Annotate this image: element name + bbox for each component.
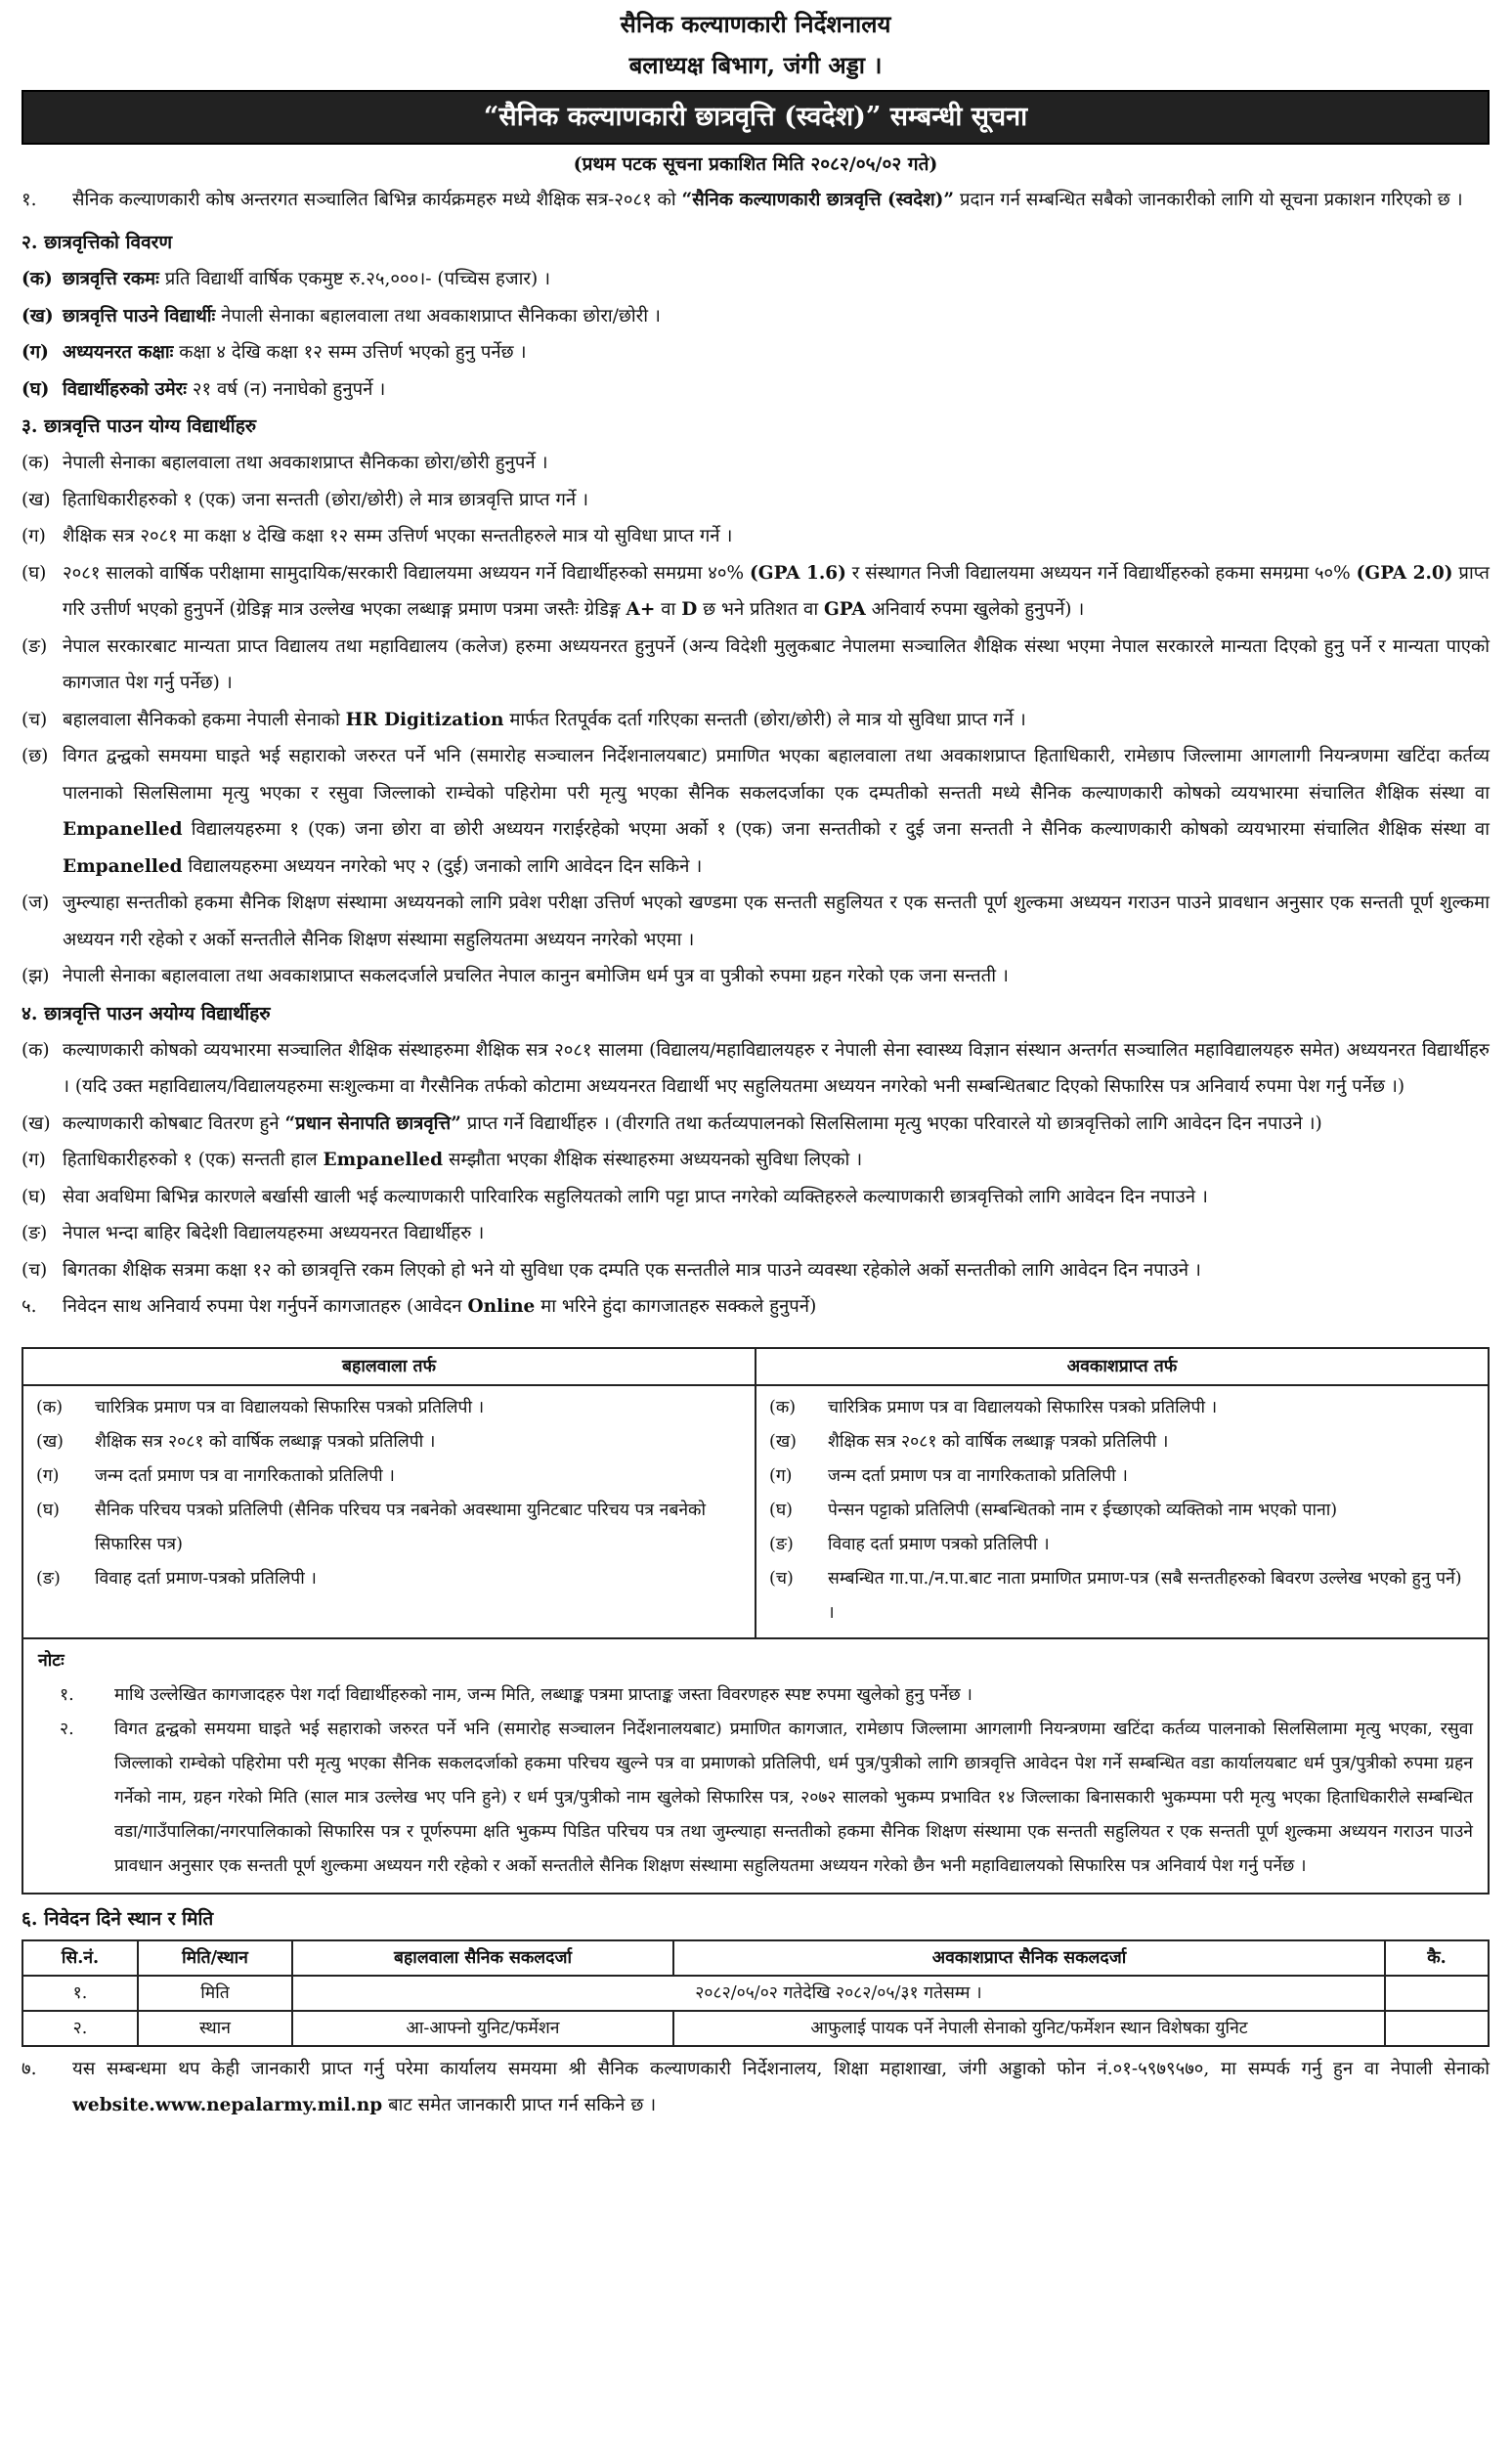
notes-block — [24, 1640, 1487, 1892]
section-3-title: ३. छात्रवृत्ति पाउन योग्य विद्यार्थीहरु — [22, 415, 257, 437]
list-item: (ङ) विवाह दर्ता प्रमाण पत्रको प्रतिलिपी । — [769, 1534, 1050, 1554]
s4-item-nga: (ङ) नेपाल भन्दा बाहिर बिदेशी विद्यालयहरुमा अध्ययनरत विद्यार्थीहरु । — [22, 1223, 485, 1243]
department-name: बलाध्यक्ष बिभाग, जंगी अड्डा । — [628, 51, 883, 79]
list-item: (च) सम्बन्धित गा.पा./न.पा.बाट नाता प्रमाणित प्रमाण-पत्र (सबै सन्ततीहरुको बिवरण उल्लेख भएको हुनु पर्ने) । — [769, 1568, 1462, 1623]
s2-item-gha: (घ) विद्यार्थीहरुको उमेरः २१ वर्ष (न) ननाघेको हुनुपर्ने । — [22, 378, 386, 400]
table-header: मिति/स्थान — [138, 1940, 292, 1976]
note-item: १. माथि उल्लेखित कागजादहरु पेश गर्दा विद्यार्थीहरुको नाम, जन्म मिति, लब्धाङ्क पत्रमा प्राप्ताङ्क जस्ता विवरणहरु स्पष्ट रुपमा खुलेको हुनु पर्नेछ । — [60, 1684, 972, 1705]
section-6-title: ६. निवेदन दिने स्थान र मिति — [22, 1907, 214, 1930]
s3-item-jha: (झ) नेपाली सेनाका बहालवाला तथा अवकाशप्राप्त सकलदर्जाले प्रचलित नेपाल कानुन बमोजिम धर्म पुत्र वा पुत्रीको रुपमा ग्रहन गरेको एक जना सन्तती । — [22, 966, 1009, 986]
office-name: सैनिक कल्याणकारी निर्देशनालय — [620, 10, 891, 38]
retired-column-header: अवकाशप्राप्त तर्फ — [756, 1348, 1489, 1385]
s3-item-ga: (ग) शैक्षिक सत्र २०८१ मा कक्षा ४ देखि कक्षा १२ सम्म उत्तिर्ण भएका सन्ततीहरुले मात्र यो सुविधा प्राप्त गर्ने । — [22, 526, 733, 546]
publication-date: (प्रथम पटक सूचना प्रकाशित मिति २०८२/०५/०२ गते) — [573, 153, 938, 175]
s3-item-ja: (ज) जुम्ल्याहा सन्ततीको हकमा सैनिक शिक्षण संस्थामा अध्ययनको लागि प्रवेश परीक्षा उत्तिर्ण भएको खण्डमा एक सन्तती सहुलियत र एक सन्तती पूर्ण शुल्कमा अध्ययन गराउन पाउने प्रावधान अनुसार एक सन्तती पूर्ण शुल्कमा अध्ययन गरी रहेको र अर्को सन्ततीले सैनिक शिक्षण संस्थामा सहुलियतमा अध्ययन नगरेको भएमा । — [22, 893, 1490, 950]
serving-column-header: बहालवाला तर्फ — [22, 1348, 756, 1385]
s4-item-kha: (ख) कल्याणकारी कोषबाट वितरण हुने “प्रधान सेनापति छात्रवृत्ति” प्राप्त गर्ने विद्यार्थीहरु । (वीरगति तथा कर्तव्यपालनको सिलसिलामा मृत्यु भएका परिवारले यो छात्रवृत्तिको लागि आवेदन दिन नपाउने ।) — [22, 1112, 1322, 1134]
list-item: (घ) सैनिक परिचय पत्रको प्रतिलिपी (सैनिक परिचय पत्र नबनेको अवस्थामा युनिटबाट परिचय पत्र नबनेको सिफारिस पत्र) — [36, 1500, 707, 1554]
list-item: (ग) जन्म दर्ता प्रमाण पत्र वा नागरिकताको प्रतिलिपी । — [36, 1465, 395, 1486]
s4-item-gha: (घ) सेवा अवधिमा बिभिन्न कारणले बर्खासी खाली भई कल्याणकारी पारिवारिक सहुलियतको लागि पट्टा प्राप्त नगरेको व्यक्तिहरुले कल्याणकारी छात्रवृत्तिको लागि आवेदन दिन नपाउने । — [22, 1186, 1208, 1207]
notes-title: नोटः — [38, 1650, 65, 1671]
section-2-title: २. छात्रवृत्तिको विवरण — [22, 232, 173, 253]
section-5-title: ५. निवेदन साथ अनिवार्य रुपमा पेश गर्नुपर्ने कागजातहरु (आवेदन Online मा भरिने हुंदा कागजातहरु सक्कले हुनुपर्ने) — [22, 1296, 817, 1317]
s2-item-ka: (क) छात्रवृत्ति रकमः प्रति विद्यार्थी वार्षिक एकमुष्ट रु.२५,०००।- (पच्चिस हजार) । — [22, 269, 551, 289]
table-header: सि.नं. — [22, 1940, 138, 1976]
serving-documents-list — [24, 1387, 754, 1602]
office-header — [22, 0, 1490, 86]
notice-title-banner: “सैनिक कल्याणकारी छात्रवृत्ति (स्वदेश)” सम्बन्धी सूचना — [22, 90, 1490, 145]
table-row: १. मिति २०८२/०५/०२ गतेदेखि २०८२/०५/३१ गतेसम्म । — [22, 1976, 1489, 2011]
application-place-date-table — [22, 1939, 1490, 2047]
s4-item-cha: (च) बिगतका शैक्षिक सत्रमा कक्षा १२ को छात्रवृत्ति रकम लिएको हो भने यो सुविधा एक दम्पति एक सन्ततीले मात्र पाउने व्यवस्था रहेकोले अर्को सन्ततीको लागि आवेदन दिन नपाउने । — [22, 1259, 1201, 1281]
list-item: (क) चारित्रिक प्रमाण पत्र वा विद्यालयको सिफारिस पत्रको प्रतिलिपी । — [36, 1397, 485, 1417]
retired-documents-list — [757, 1387, 1487, 1636]
list-item: (ङ) विवाह दर्ता प्रमाण-पत्रको प्रतिलिपी । — [36, 1568, 317, 1589]
note-item: २. विगत द्वन्द्वको समयमा घाइते भई सहाराको जरुरत पर्ने भनि (समारोह सञ्चालन निर्देशनालयबाट) प्रमाणित कागजात, रामेछाप जिल्लामा आगलागी नियन्त्रणमा खटिंदा कर्तव्य पालनाको सिलसिलामा मृत्यु भएका, रसुवा जिल्लाको राम्चेको पहिरोमा परी मृत्यु भएका सैनिक सकलदर्जाको हकमा परिचय खुल्ने पत्र वा प्रमाणको प्रतिलिपी, धर्म पुत्र/पुत्रीको लागि छात्रवृत्ति आवेदन पेश गर्ने सम्बन्धित वडा कार्यालयबाट धर्म पुत्र/पुत्रीको रुपमा ग्रहन गर्नेको नाम, ग्रहन गरेको मिति (साल मात्र उल्लेख भए पनि हुने) र धर्म पुत्र/पुत्रीको नाम खुलेको सिफारिस पत्र, २०७२ सालको भुकम्प प्रभावित १४ जिल्लाका बिनासकारी भुकम्पमा परी मृत्यु भएका हिताधिकारीले सम्बन्धित वडा/गाउँपालिका/नगरपालिकाको सिफारिस पत्र र पूर्णरुपमा क्षति भुकम्प पिडित परिचय पत्र तथा जुम्ल्याहा सन्ततीको हकमा सैनिक शिक्षण संस्थामा एक सन्तती सहुलियत र एक सन्तती पूर्ण शुल्कमा अध्ययन गराउन पाउने प्रावधान अनुसार एक सन्तती पूर्ण शुल्कमा अध्ययन गरी रहेको र अर्को सन्ततीले सैनिक शिक्षण संस्थामा सहुलियतमा अध्ययन गरेको छैन भनी महाविद्यालयको सिफारिस पत्र अनिवार्य पेश गर्नु पर्नेछ । — [60, 1719, 1473, 1876]
table-row: २. स्थान आ-आफ्नो युनिट/फर्मेशन आफुलाई पायक पर्ने नेपाली सेनाको युनिट/फर्मेशन स्थान विशेषका युनिट — [22, 2011, 1489, 2046]
notice-page — [22, 0, 1490, 2123]
list-item: (ख) शैक्षिक सत्र २०८१ को वार्षिक लब्धाङ्ग पत्रको प्रतिलिपी । — [769, 1431, 1169, 1452]
s2-item-ga: (ग) अध्ययनरत कक्षाः कक्षा ४ देखि कक्षा १२ सम्म उत्तिर्ण भएको हुनु पर्नेछ । — [22, 342, 527, 363]
list-item: (ग) जन्म दर्ता प्रमाण पत्र वा नागरिकताको प्रतिलिपी । — [769, 1465, 1128, 1486]
table-header: कै. — [1385, 1940, 1489, 1976]
list-item: (ख) शैक्षिक सत्र २०८१ को वार्षिक लब्धाङ्ग पत्रको प्रतिलिपी । — [36, 1431, 436, 1452]
table-header: अवकाशप्राप्त सैनिक सकलदर्जा — [673, 1940, 1385, 1976]
section-4-title: ४. छात्रवृत्ति पाउन अयोग्य विद्यार्थीहरु — [22, 1002, 271, 1024]
application-dates: २०८२/०५/०२ गतेदेखि २०८२/०५/३१ गतेसम्म । — [292, 1976, 1385, 2011]
s4-item-ka: (क) कल्याणकारी कोषको व्ययभारमा सञ्चालित शैक्षिक संस्थाहरुमा शैक्षिक सत्र २०८१ सालमा (विद्यालय/महाविद्यालयहरु र नेपाली सेना स्वास्थ्य विज्ञान संस्थान अन्तर्गत सञ्चालित महाविद्यालयहरु समेत) अध्ययनरत विद्यार्थीहरु । (यदि उक्त महाविद्यालय/विद्यालयहरुमा सःशुल्कमा वा गैरसैनिक तर्फको कोटामा अध्ययनरत विद्यार्थी भए सहुलियतमा अध्ययन नगरेको भनी सम्बन्धितबाट दिएको सिफारिस पत्र अनिवार्य रुपमा पेश गर्नु पर्नेछ ।) — [22, 1039, 1490, 1097]
s4-item-ga: (ग) हिताधिकारीहरुको १ (एक) सन्तती हाल Empanelled सम्झौता भएका शैक्षिक संस्थाहरुमा अध्ययनको सुविधा लिएको । — [22, 1150, 863, 1170]
scholarship-name: “सैनिक कल्याणकारी छात्रवृत्ति (स्वदेश)” — [681, 190, 955, 210]
table-header: बहालवाला सैनिक सकलदर्जा — [292, 1940, 673, 1976]
s3-item-kha: (ख) हिताधिकारीहरुको १ (एक) जना सन्तती (छोरा/छोरी) ले मात्र छात्रवृत्ति प्राप्त गर्ने । — [22, 489, 589, 510]
s3-item-chha: (छ) विगत द्वन्द्वको समयमा घाइते भई सहाराको जरुरत पर्ने भनि (समारोह सञ्चालन निर्देशनालयबाट) प्रमाणित भएका बहालवाला तथा अवकाशप्राप्त हिताधिकारी, रामेछाप जिल्लामा आगलागी नियन्त्रणमा खटिंदा कर्तव्य पालनाको सिलसिलामा मृत्यु भएका र रसुवा जिल्लाको राम्चेको पहिरोमा परी मृत्यु भएका सैनिक सकलदर्जाका एक दम्पतीको सन्तती मध्ये सैनिक कल्याणकारी कोषको व्ययभारमा संचालित शैक्षिक संस्था वा Empanelled विद्यालयहरुमा १ (एक) जना छोरा वा छोरी अध्ययन गराईरहेको भएमा अर्को १ (एक) जना सन्ततीको र दुई जना सन्तती ने सैनिक कल्याणकारी कोषको व्ययभारमा संचालित शैक्षिक संस्था वा Empanelled विद्यालयहरुमा अध्ययन नगरेको भए २ (दुई) जनाको लागि आवेदन दिन सकिने । — [22, 746, 1490, 877]
list-item: (क) चारित्रिक प्रमाण पत्र वा विद्यालयको सिफारिस पत्रको प्रतिलिपी । — [769, 1397, 1218, 1417]
s3-item-gha: (घ) २०८१ सालको वार्षिक परीक्षामा सामुदायिक/सरकारी विद्यालयमा अध्ययन गर्ने विद्यार्थीहरुको समग्रमा ४०% (GPA 1.6) र संस्थागत निजी विद्यालयमा अध्ययन गर्ने विद्यार्थीहरुको हकमा समग्रमा ५०% (GPA 2.0) प्राप्त गरि उत्तीर्ण भएको हुनुपर्ने (ग्रेडिङ्ग मात्र उल्लेख भएका लब्धाङ्ग प्रमाण पत्रमा जस्तैः ग्रेडिङ्ग A+ वा D छ भने प्रतिशत वा GPA अनिवार्य रुपमा खुलेको हुनुपर्ने) । — [22, 562, 1490, 620]
required-documents-table — [22, 1347, 1490, 1895]
section-7-contact: ७. यस सम्बन्धमा थप केही जानकारी प्राप्त गर्नु परेमा कार्यालय समयमा श्री सैनिक कल्याणकारी निर्देशनालय, शिक्षा महाशाखा, जंगी अड्डाको फोन नं.०१-५९७९५७०, मा सम्पर्क गर्नु हुन वा नेपाली सेनाको website.www.nepalarmy.mil.np बाट समेत जानकारी प्राप्त गर्न सकिने छ । — [22, 2058, 1490, 2115]
s2-item-kha: (ख) छात्रवृत्ति पाउने विद्यार्थीः नेपाली सेनाका बहालवाला तथा अवकाशप्राप्त सैनिकका छोरा/छोरी । — [22, 305, 661, 327]
section-1: १. सैनिक कल्याणकारी कोष अन्तरगत सञ्चालित बिभिन्न कार्यक्रमहरु मध्ये शैक्षिक सत्र-२०८१ को “सैनिक कल्याणकारी छात्रवृत्ति (स्वदेश)” प्रदान गर्न सम्बन्धित सबैको जानकारीको लागि यो सूचना प्रकाशन गरिएको छ । — [22, 182, 1490, 218]
s3-item-cha: (च) बहालवाला सैनिकको हकमा नेपाली सेनाको HR Digitization मार्फत रितपूर्वक दर्ता गरिएका सन्तती (छोरा/छोरी) ले मात्र यो सुविधा प्राप्त गर्ने । — [22, 709, 1026, 730]
s3-item-nga: (ङ) नेपाल सरकारबाट मान्यता प्राप्त विद्यालय तथा महाविद्यालय (कलेज) हरुमा अध्ययनरत हुनुपर्ने (अन्य विदेशी मुलुकबाट नेपालमा सञ्चालित शैक्षिक संस्था भएमा नेपाल सरकारले मान्यता दिएको हुनु पर्ने र मान्यता पाएको कागजात पेश गर्नु पर्नेछ) । — [22, 635, 1490, 693]
website-link[interactable]: website.www.nepalarmy.mil.np — [72, 2094, 383, 2115]
s3-item-ka: (क) नेपाली सेनाका बहालवाला तथा अवकाशप्राप्त सैनिकका छोरा/छोरी हुनुपर्ने । — [22, 453, 548, 473]
list-item: (घ) पेन्सन पट्टाको प्रतिलिपी (सम्बन्धितको नाम र ईच्छाएको व्यक्तिको नाम भएको पाना) — [769, 1500, 1338, 1520]
section-number: १. — [22, 190, 37, 210]
